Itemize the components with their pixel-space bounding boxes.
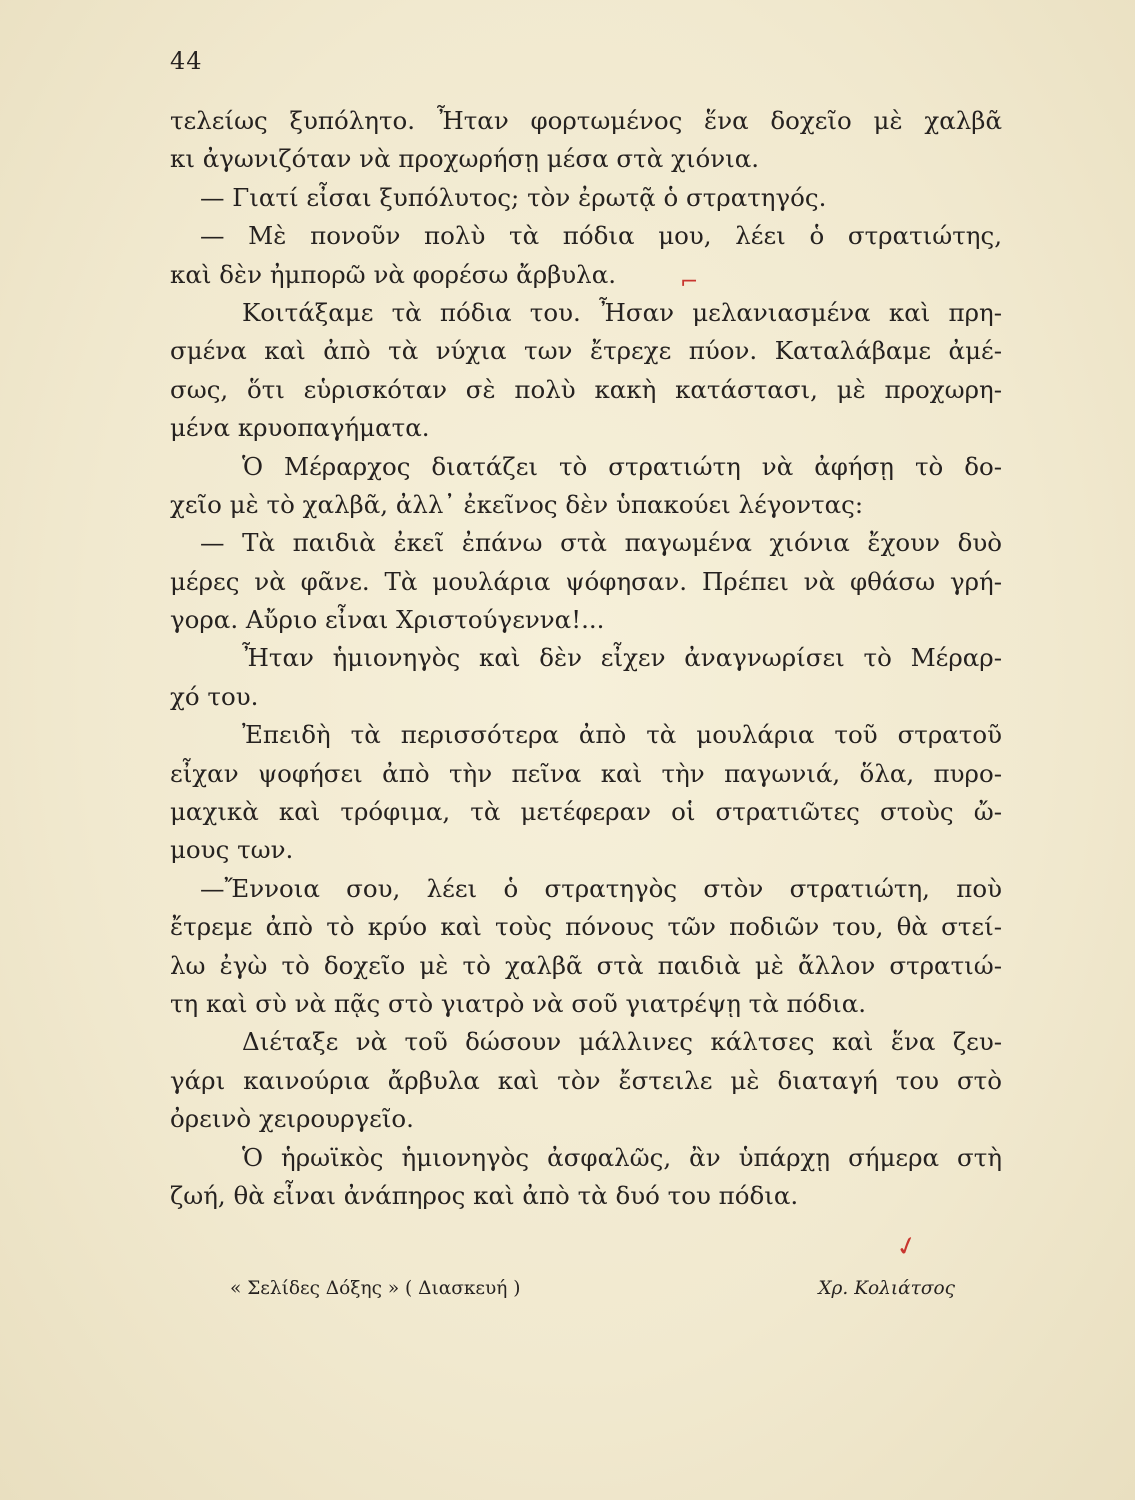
text-line: — Τὰ παιδιὰ ἐκεῖ ἐπάνω στὰ παγωμένα χιόνια ἔχουν δυὸ — [200, 528, 1002, 558]
text-line: χό του. — [170, 681, 259, 711]
text-line: μέρες νὰ φᾶνε. Τὰ μουλάρια ψόφησαν. Πρέπει νὰ φθάσω γρή- — [170, 566, 1002, 596]
text-line: μένα κρυοπαγήματα. — [170, 413, 430, 443]
text-line: Ἦταν ἡμιονηγὸς καὶ δὲν εἶχεν ἀναγνωρίσει τὸ Μέραρ- — [242, 643, 1002, 673]
text-line: γάρι καινούρια ἄρβυλα καὶ τὸν ἔστειλε μὲ διαταγή του στὸ — [170, 1065, 1002, 1095]
text-line: σμένα καὶ ἀπὸ τὰ νύχια των ἔτρεχε πύον. Καταλάβαμε ἀμέ- — [170, 336, 1002, 366]
text-line: ὀρεινὸ χειρουργεῖο. — [170, 1104, 414, 1134]
story-text — [170, 102, 1002, 1215]
text-line: ἔτρεμε ἀπὸ τὸ κρύο καὶ τοὺς πόνους τῶν ποδιῶν του, θὰ στεί- — [170, 912, 1002, 942]
page-number: 44 — [170, 47, 203, 75]
text-line: καὶ δὲν ἠμπορῶ νὰ φορέσω ἄρβυλα. — [170, 259, 617, 289]
text-line: Ὁ Μέραρχος διατάζει τὸ στρατιώτη νὰ ἀφήσῃ τὸ δο- — [242, 451, 1002, 481]
text-line: Ἐπειδὴ τὰ περισσότερα ἀπὸ τὰ μουλάρια τοῦ στρατοῦ — [242, 720, 1002, 750]
pencil-mark-icon: ⌐ — [680, 270, 699, 295]
text-line: τη καὶ σὺ νὰ πᾷς στὸ γιατρὸ νὰ σοῦ γιατρέψῃ τὰ πόδια. — [170, 988, 867, 1018]
text-line: — Μὲ πονοῦν πολὺ τὰ πόδια μου, λέει ὁ στρατιώτης, — [200, 221, 1002, 251]
author-name: Χρ. Κολιάτσος — [818, 1278, 955, 1299]
text-line: σως, ὅτι εὑρισκόταν σὲ πολὺ κακὴ κατάστασι, μὲ προχωρη- — [170, 374, 1002, 404]
text-line: κι ἀγωνιζόταν νὰ προχωρήσῃ μέσα στὰ χιόνια. — [170, 144, 760, 174]
pencil-check-icon: ✓ — [892, 1229, 922, 1265]
text-line: εἶχαν ψοφήσει ἀπὸ τὴν πεῖνα καὶ τὴν παγωνιά, ὅλα, πυρο- — [170, 758, 1002, 788]
text-line: — Γιατί εἶσαι ξυπόλυτος; τὸν ἐρωτᾷ ὁ στρατηγός. — [200, 182, 827, 212]
text-line: Διέταξε νὰ τοῦ δώσουν μάλλινες κάλτσες καὶ ἕνα ζευ- — [242, 1027, 1002, 1057]
text-line: ζωή, θὰ εἶναι ἀνάπηρος καὶ ἀπὸ τὰ δυό του πόδια. — [170, 1180, 799, 1210]
text-line: χεῖο μὲ τὸ χαλβᾶ, ἀλλ᾽ ἐκεῖνος δὲν ὑπακούει λέγοντας: — [170, 489, 864, 519]
text-line: μαχικὰ καὶ τρόφιμα, τὰ μετέφεραν οἱ στρατιῶτες στοὺς ὤ- — [170, 797, 1002, 827]
text-line: Κοιτάξαμε τὰ πόδια του. Ἦσαν μελανιασμένα καὶ πρη- — [242, 297, 1002, 327]
text-line: τελείως ξυπόλητο. Ἦταν φορτωμένος ἕνα δοχεῖο μὲ χαλβᾶ — [170, 106, 1002, 135]
credits — [230, 1278, 955, 1308]
text-line: λω ἐγὼ τὸ δοχεῖο μὲ τὸ χαλβᾶ στὰ παιδιὰ μὲ ἄλλον στρατιώ- — [170, 950, 1002, 980]
text-line: μους των. — [170, 835, 294, 865]
text-line: γορα. Αὔριο εἶναι Χριστούγεννα!... — [170, 605, 605, 635]
source-citation: « Σελίδες Δόξης » ( Διασκευή ) — [230, 1278, 521, 1299]
text-line: Ὁ ἡρωϊκὸς ἡμιονηγὸς ἀσφαλῶς, ἂν ὑπάρχῃ σήμερα στὴ — [242, 1142, 1002, 1172]
text-line: —Ἔννοια σου, λέει ὁ στρατηγὸς στὸν στρατιώτη, ποὺ — [200, 873, 1002, 903]
